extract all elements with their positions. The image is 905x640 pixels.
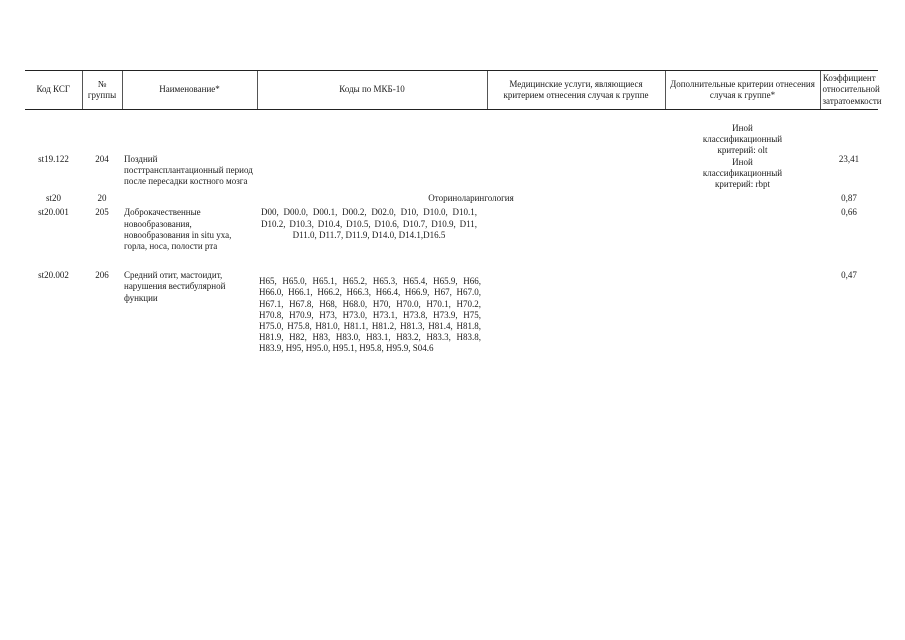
cell-extra-criteria bbox=[665, 204, 820, 252]
header-group-number: № группы bbox=[82, 71, 122, 110]
cell-coefficient: 0,66 bbox=[841, 207, 857, 218]
cell-mkb: H65, H65.0, H65.1, H65.2, H65.3, H65.4, H65.9, H66, H66.0, H66.1, H66.2, H66.3, H66.4, H66.9, H67, H67.0, H67.1, H67.8, H68, H68.0, H70, H70.0, H70.1, H70.2, H70.8, H70.9, H73, H73.0, H73.1, H73.8, H73.9, H75, H75.0, H75.8, H81.0, H81.1, H81.2, H81.3, H81.4, H81.8, H81.9, H82, H83, H83.0, H83.1, H83.2, H83.3, H83.8, H83.9, H95, H95.0, H95.1, H95.8, H95.9, S04.6 bbox=[259, 276, 481, 354]
cell-services bbox=[487, 252, 665, 354]
cell-extra-criteria bbox=[665, 252, 820, 354]
cell-group: 204 bbox=[95, 154, 109, 164]
cell-group: 206 bbox=[95, 270, 109, 281]
ksg-table bbox=[25, 70, 882, 355]
header-extra-criteria: Дополнительные критерии отнесения случая к группе* bbox=[665, 71, 820, 110]
cell-extra-criteria: Иной классификационный критерий: olt Иной классификационный критерий: rbpt bbox=[702, 123, 783, 190]
cell-group: 20 bbox=[97, 193, 107, 204]
cell-coefficient: 0,87 bbox=[841, 193, 857, 204]
header-services: Медицинские услуги, являющиеся критерием отнесения случая к группе bbox=[487, 71, 665, 110]
cell-name: Доброкачественные новообразования, новообразования in situ уха, горла, носа, полости рта bbox=[124, 207, 232, 252]
cell-code: st19.122 bbox=[38, 154, 69, 164]
table-row bbox=[25, 204, 878, 252]
header-coefficient: Коэффициент относительной затратоемкости bbox=[820, 71, 878, 110]
cell-coefficient: 0,47 bbox=[841, 270, 857, 281]
cell-services bbox=[487, 204, 665, 252]
table-header-row bbox=[25, 71, 878, 110]
table-row bbox=[25, 252, 878, 354]
cell-mkb bbox=[257, 110, 487, 191]
cell-code: st20.001 bbox=[38, 207, 69, 218]
cell-code: st20.002 bbox=[38, 270, 69, 281]
cell-code: st20 bbox=[45, 193, 61, 204]
cell-coefficient: 23,41 bbox=[838, 154, 860, 164]
document-page bbox=[25, 70, 882, 355]
header-name: Наименование* bbox=[122, 71, 257, 110]
cell-services bbox=[487, 110, 665, 191]
cell-name: Средний отит, мастоидит, нарушения вестибулярной функции bbox=[124, 270, 226, 303]
cell-mkb: D00, D00.0, D00.1, D00.2, D02.0, D10, D10.0, D10.1, D10.2, D10.3, D10.4, D10.5, D10.6, D10.7, D10.9, D11, D11.0, D11.7, D11.9, D14.0, D14.1,D16.5 bbox=[261, 207, 477, 240]
cell-name: Поздний посттрансплантационный период после пересадки костного мозга bbox=[124, 154, 253, 187]
table-row bbox=[25, 110, 878, 191]
table-row-section bbox=[25, 190, 878, 204]
section-title: Оториноларингология bbox=[428, 193, 514, 204]
header-code: Код КСГ bbox=[25, 71, 82, 110]
cell-group: 205 bbox=[95, 207, 109, 218]
header-mkb-codes: Коды по МКБ-10 bbox=[257, 71, 487, 110]
